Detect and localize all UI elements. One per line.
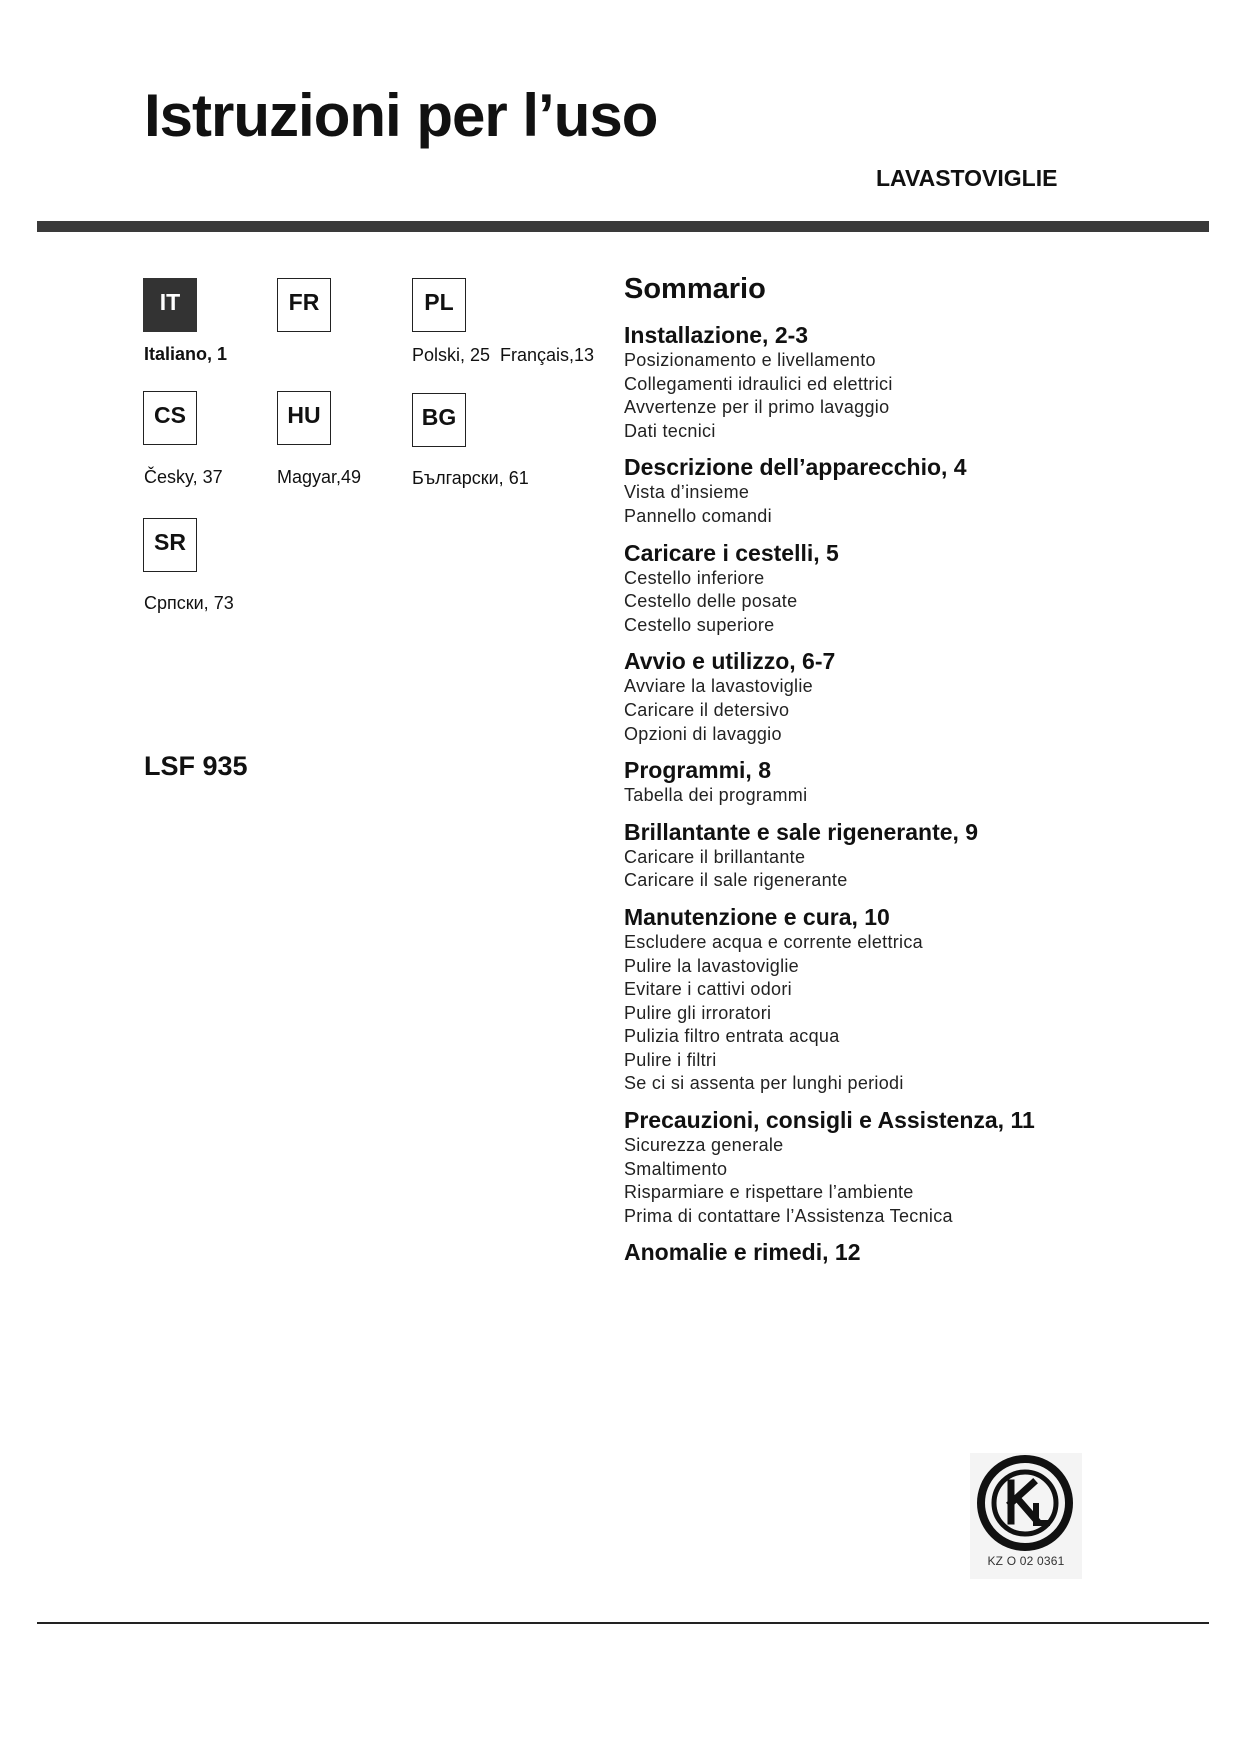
page-title: Istruzioni per l’uso bbox=[144, 82, 658, 149]
toc-section bbox=[624, 1107, 1224, 1228]
lang-label-cs[interactable]: Česky, 37 bbox=[144, 467, 223, 487]
toc-section-item[interactable]: Caricare il sale rigenerante bbox=[624, 870, 848, 891]
toc-section-item[interactable]: Avvertenze per il primo lavaggio bbox=[624, 397, 890, 418]
lang-box-pl[interactable] bbox=[412, 278, 466, 332]
lang-label-bg[interactable]: Български, 61 bbox=[412, 468, 529, 488]
kz-certification-icon bbox=[970, 1453, 1082, 1553]
footer-divider bbox=[37, 1622, 1209, 1624]
toc-section-title[interactable]: Descrizione dell’apparecchio, 4 bbox=[624, 454, 967, 481]
lang-box-bg[interactable] bbox=[412, 393, 466, 447]
toc-section-title[interactable]: Anomalie e rimedi, 12 bbox=[624, 1239, 861, 1266]
toc-section-title[interactable]: Programmi, 8 bbox=[624, 757, 771, 784]
lang-code: SR bbox=[154, 529, 186, 555]
toc-section-item[interactable]: Pannello comandi bbox=[624, 505, 772, 526]
toc-section-item[interactable]: Pulizia filtro entrata acqua bbox=[624, 1026, 840, 1047]
toc-section-item[interactable]: Cestello delle posate bbox=[624, 591, 798, 612]
toc-section-item[interactable]: Se ci si assenta per lunghi periodi bbox=[624, 1073, 904, 1094]
toc-section-item[interactable]: Vista d’insieme bbox=[624, 482, 750, 503]
toc-section-item[interactable]: Tabella dei programmi bbox=[624, 785, 808, 806]
toc-section-title[interactable]: Caricare i cestelli, 5 bbox=[624, 539, 839, 566]
toc-section-item[interactable]: Pulire la lavastoviglie bbox=[624, 955, 799, 976]
lang-code: BG bbox=[421, 404, 457, 430]
toc-title: Sommario bbox=[624, 273, 766, 305]
toc-section-title[interactable]: Manutenzione e cura, 10 bbox=[624, 903, 890, 930]
header-divider bbox=[37, 221, 1209, 232]
toc-section-item[interactable]: Avviare la lavastoviglie bbox=[624, 676, 813, 697]
lang-label-sr[interactable]: Српски, 73 bbox=[144, 593, 234, 613]
toc-section-item[interactable]: Risparmiare e rispettare l’ambiente bbox=[624, 1182, 914, 1203]
toc-section bbox=[624, 904, 1224, 1096]
toc-section-item[interactable]: Escludere acqua e corrente elettrica bbox=[624, 931, 923, 952]
toc-section-item[interactable]: Dati tecnici bbox=[624, 420, 716, 441]
toc-section-item[interactable]: Prima di contattare l’Assistenza Tecnica bbox=[624, 1205, 953, 1226]
toc-section-title[interactable]: Brillantante e sale rigenerante, 9 bbox=[624, 818, 979, 845]
lang-box-hu[interactable] bbox=[277, 391, 331, 445]
lang-box-fr[interactable] bbox=[277, 278, 331, 332]
lang-box-it[interactable] bbox=[143, 278, 197, 332]
toc-section bbox=[624, 322, 1224, 443]
toc-section-item[interactable]: Opzioni di lavaggio bbox=[624, 723, 782, 744]
model-number: LSF 935 bbox=[144, 751, 248, 781]
toc-section-item[interactable]: Cestello superiore bbox=[624, 614, 775, 635]
toc-section bbox=[624, 819, 1224, 893]
toc-section-item[interactable]: Smaltimento bbox=[624, 1158, 728, 1179]
toc-section-item[interactable]: Posizionamento e livellamento bbox=[624, 350, 876, 370]
toc-section-item[interactable]: Pulire gli irroratori bbox=[624, 1002, 772, 1023]
toc-section-item[interactable]: Evitare i cattivi odori bbox=[624, 979, 792, 1000]
toc-section-title[interactable]: Precauzioni, consigli e Assistenza, 11 bbox=[624, 1107, 1035, 1134]
lang-code: PL bbox=[424, 289, 454, 315]
lang-label-fr[interactable]: Français,13 bbox=[500, 345, 595, 365]
certification-logo bbox=[970, 1453, 1082, 1579]
product-category: LAVASTOVIGLIE bbox=[876, 165, 1058, 191]
toc-section bbox=[624, 454, 1224, 528]
certification-code: KZ O 02 0361 bbox=[987, 1554, 1065, 1568]
toc-section-item[interactable]: Collegamenti idraulici ed elettrici bbox=[624, 373, 893, 394]
lang-box-cs[interactable] bbox=[143, 391, 197, 445]
lang-code: HU bbox=[287, 402, 321, 428]
toc-section-title[interactable]: Avvio e utilizzo, 6-7 bbox=[624, 648, 836, 675]
toc-section bbox=[624, 757, 1224, 808]
toc-section bbox=[624, 648, 1224, 746]
lang-code: CS bbox=[154, 402, 186, 428]
lang-code: IT bbox=[159, 289, 181, 315]
toc-sections bbox=[624, 322, 1224, 1266]
lang-box-sr[interactable] bbox=[143, 518, 197, 572]
lang-label-hu[interactable]: Magyar,49 bbox=[277, 467, 362, 487]
lang-label-pl[interactable]: Polski, 25 bbox=[412, 345, 491, 365]
toc-section bbox=[624, 1239, 1224, 1266]
toc-section-item[interactable]: Caricare il brillantante bbox=[624, 846, 806, 867]
table-of-contents bbox=[624, 272, 1224, 1277]
toc-section bbox=[624, 540, 1224, 638]
toc-section-item[interactable]: Caricare il detersivo bbox=[624, 699, 790, 720]
toc-section-item[interactable]: Sicurezza generale bbox=[624, 1135, 784, 1156]
toc-section-item[interactable]: Cestello inferiore bbox=[624, 567, 765, 588]
lang-label-it[interactable]: Italiano, 1 bbox=[144, 344, 228, 364]
lang-code: FR bbox=[288, 289, 320, 315]
toc-section-item[interactable]: Pulire i filtri bbox=[624, 1049, 717, 1070]
toc-section-title[interactable]: Installazione, 2-3 bbox=[624, 322, 809, 348]
